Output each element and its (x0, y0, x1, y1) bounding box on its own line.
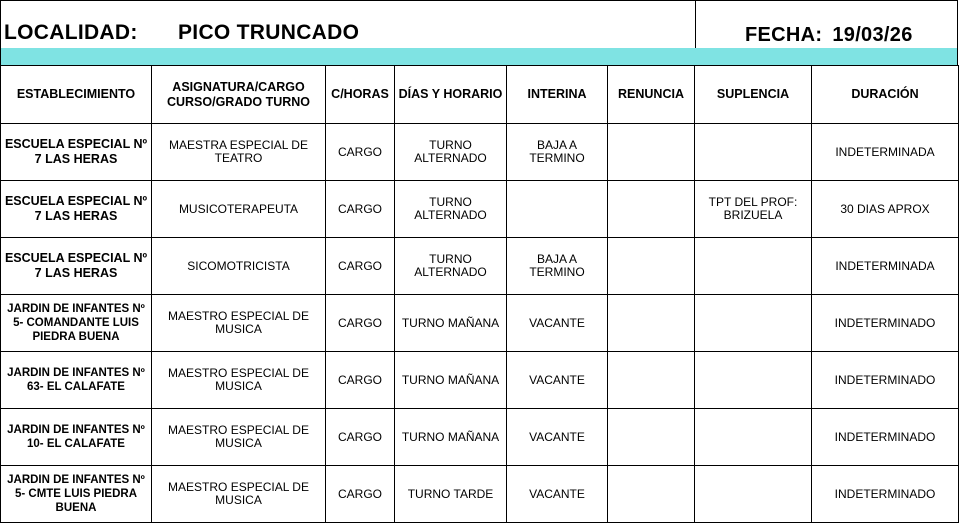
cell-suplencia: TPT DEL PROF: BRIZUELA (695, 181, 812, 238)
table-row (1, 295, 959, 352)
cell-suplencia (695, 352, 812, 409)
cell-suplencia (695, 466, 812, 523)
cell-renuncia (608, 352, 695, 409)
cell-horario: TURNO MAÑANA (395, 409, 507, 466)
cell-suplencia (695, 295, 812, 352)
localidad-value: PICO TRUNCADO (178, 21, 360, 44)
cell-horas: CARGO (326, 466, 395, 523)
cell-asignatura: SICOMOTRICISTA (152, 238, 326, 295)
table-row (1, 181, 959, 238)
cell-establecimiento: JARDIN DE INFANTES Nº 63- EL CALAFATE (1, 352, 152, 409)
cell-asignatura: MAESTRO ESPECIAL DE MUSICA (152, 295, 326, 352)
table-row (1, 409, 959, 466)
col-header-interina: INTERINA (507, 66, 608, 124)
cell-renuncia (608, 124, 695, 181)
cell-suplencia (695, 124, 812, 181)
cell-horas: CARGO (326, 124, 395, 181)
cell-establecimiento: ESCUELA ESPECIAL Nº 7 LAS HERAS (1, 238, 152, 295)
cell-renuncia (608, 238, 695, 295)
cell-establecimiento: ESCUELA ESPECIAL Nº 7 LAS HERAS (1, 181, 152, 238)
cell-renuncia (608, 181, 695, 238)
col-header-renuncia: RENUNCIA (608, 66, 695, 124)
cell-horas: CARGO (326, 409, 395, 466)
cell-renuncia (608, 295, 695, 352)
cell-duracion: INDETERMINADO (812, 352, 959, 409)
cell-horario: TURNO ALTERNADO (395, 181, 507, 238)
header-bar (0, 0, 958, 48)
cell-interina: VACANTE (507, 409, 608, 466)
cell-establecimiento: JARDIN DE INFANTES Nº 5- COMANDANTE LUIS PIEDRA BUENA (1, 295, 152, 352)
col-header-horas: C/HORAS (326, 66, 395, 124)
vacancies-table (0, 65, 959, 523)
cell-horas: CARGO (326, 181, 395, 238)
cell-horas: CARGO (326, 295, 395, 352)
col-header-duracion: DURACIÓN (812, 66, 959, 124)
cell-horario: TURNO MAÑANA (395, 295, 507, 352)
header-divider (695, 1, 696, 49)
cell-asignatura: MUSICOTERAPEUTA (152, 181, 326, 238)
cyan-band (0, 48, 958, 65)
cell-interina: BAJA A TERMINO (507, 124, 608, 181)
cell-horario: TURNO ALTERNADO (395, 238, 507, 295)
cell-duracion: INDETERMINADA (812, 124, 959, 181)
header-row (1, 66, 959, 124)
cell-horario: TURNO ALTERNADO (395, 124, 507, 181)
cell-duracion: INDETERMINADO (812, 409, 959, 466)
cell-duracion: INDETERMINADO (812, 295, 959, 352)
table-row (1, 124, 959, 181)
cell-horario: TURNO TARDE (395, 466, 507, 523)
localidad-label: LOCALIDAD: (4, 21, 138, 44)
fecha (745, 24, 913, 47)
col-header-asignatura: ASIGNATURA/CARGO CURSO/GRADO TURNO (152, 66, 326, 124)
cell-interina: VACANTE (507, 295, 608, 352)
cell-asignatura: MAESTRO ESPECIAL DE MUSICA (152, 352, 326, 409)
table-row (1, 466, 959, 523)
table-row (1, 238, 959, 295)
cell-asignatura: MAESTRO ESPECIAL DE MUSICA (152, 466, 326, 523)
cell-asignatura: MAESTRA ESPECIAL DE TEATRO (152, 124, 326, 181)
cell-suplencia (695, 238, 812, 295)
cell-interina: VACANTE (507, 352, 608, 409)
cell-horas: CARGO (326, 352, 395, 409)
cell-interina: VACANTE (507, 466, 608, 523)
cell-establecimiento: JARDIN DE INFANTES Nº 10- EL CALAFATE (1, 409, 152, 466)
table-row (1, 352, 959, 409)
fecha-label: FECHA: (745, 24, 823, 46)
col-header-suplencia: SUPLENCIA (695, 66, 812, 124)
cell-duracion: INDETERMINADO (812, 466, 959, 523)
cell-establecimiento: ESCUELA ESPECIAL Nº 7 LAS HERAS (1, 124, 152, 181)
cell-interina: BAJA A TERMINO (507, 238, 608, 295)
cell-horas: CARGO (326, 238, 395, 295)
cell-duracion: 30 DIAS APROX (812, 181, 959, 238)
cell-asignatura: MAESTRO ESPECIAL DE MUSICA (152, 409, 326, 466)
cell-renuncia (608, 466, 695, 523)
col-header-establecimiento: ESTABLECIMIENTO (1, 66, 152, 124)
fecha-value: 19/03/26 (832, 24, 913, 46)
cell-duracion: INDETERMINADA (812, 238, 959, 295)
cell-renuncia (608, 409, 695, 466)
cell-suplencia (695, 409, 812, 466)
cell-establecimiento: JARDIN DE INFANTES Nº 5- CMTE LUIS PIEDRA BUENA (1, 466, 152, 523)
col-header-horario: DÍAS Y HORARIO (395, 66, 507, 124)
cell-horario: TURNO MAÑANA (395, 352, 507, 409)
cell-interina (507, 181, 608, 238)
